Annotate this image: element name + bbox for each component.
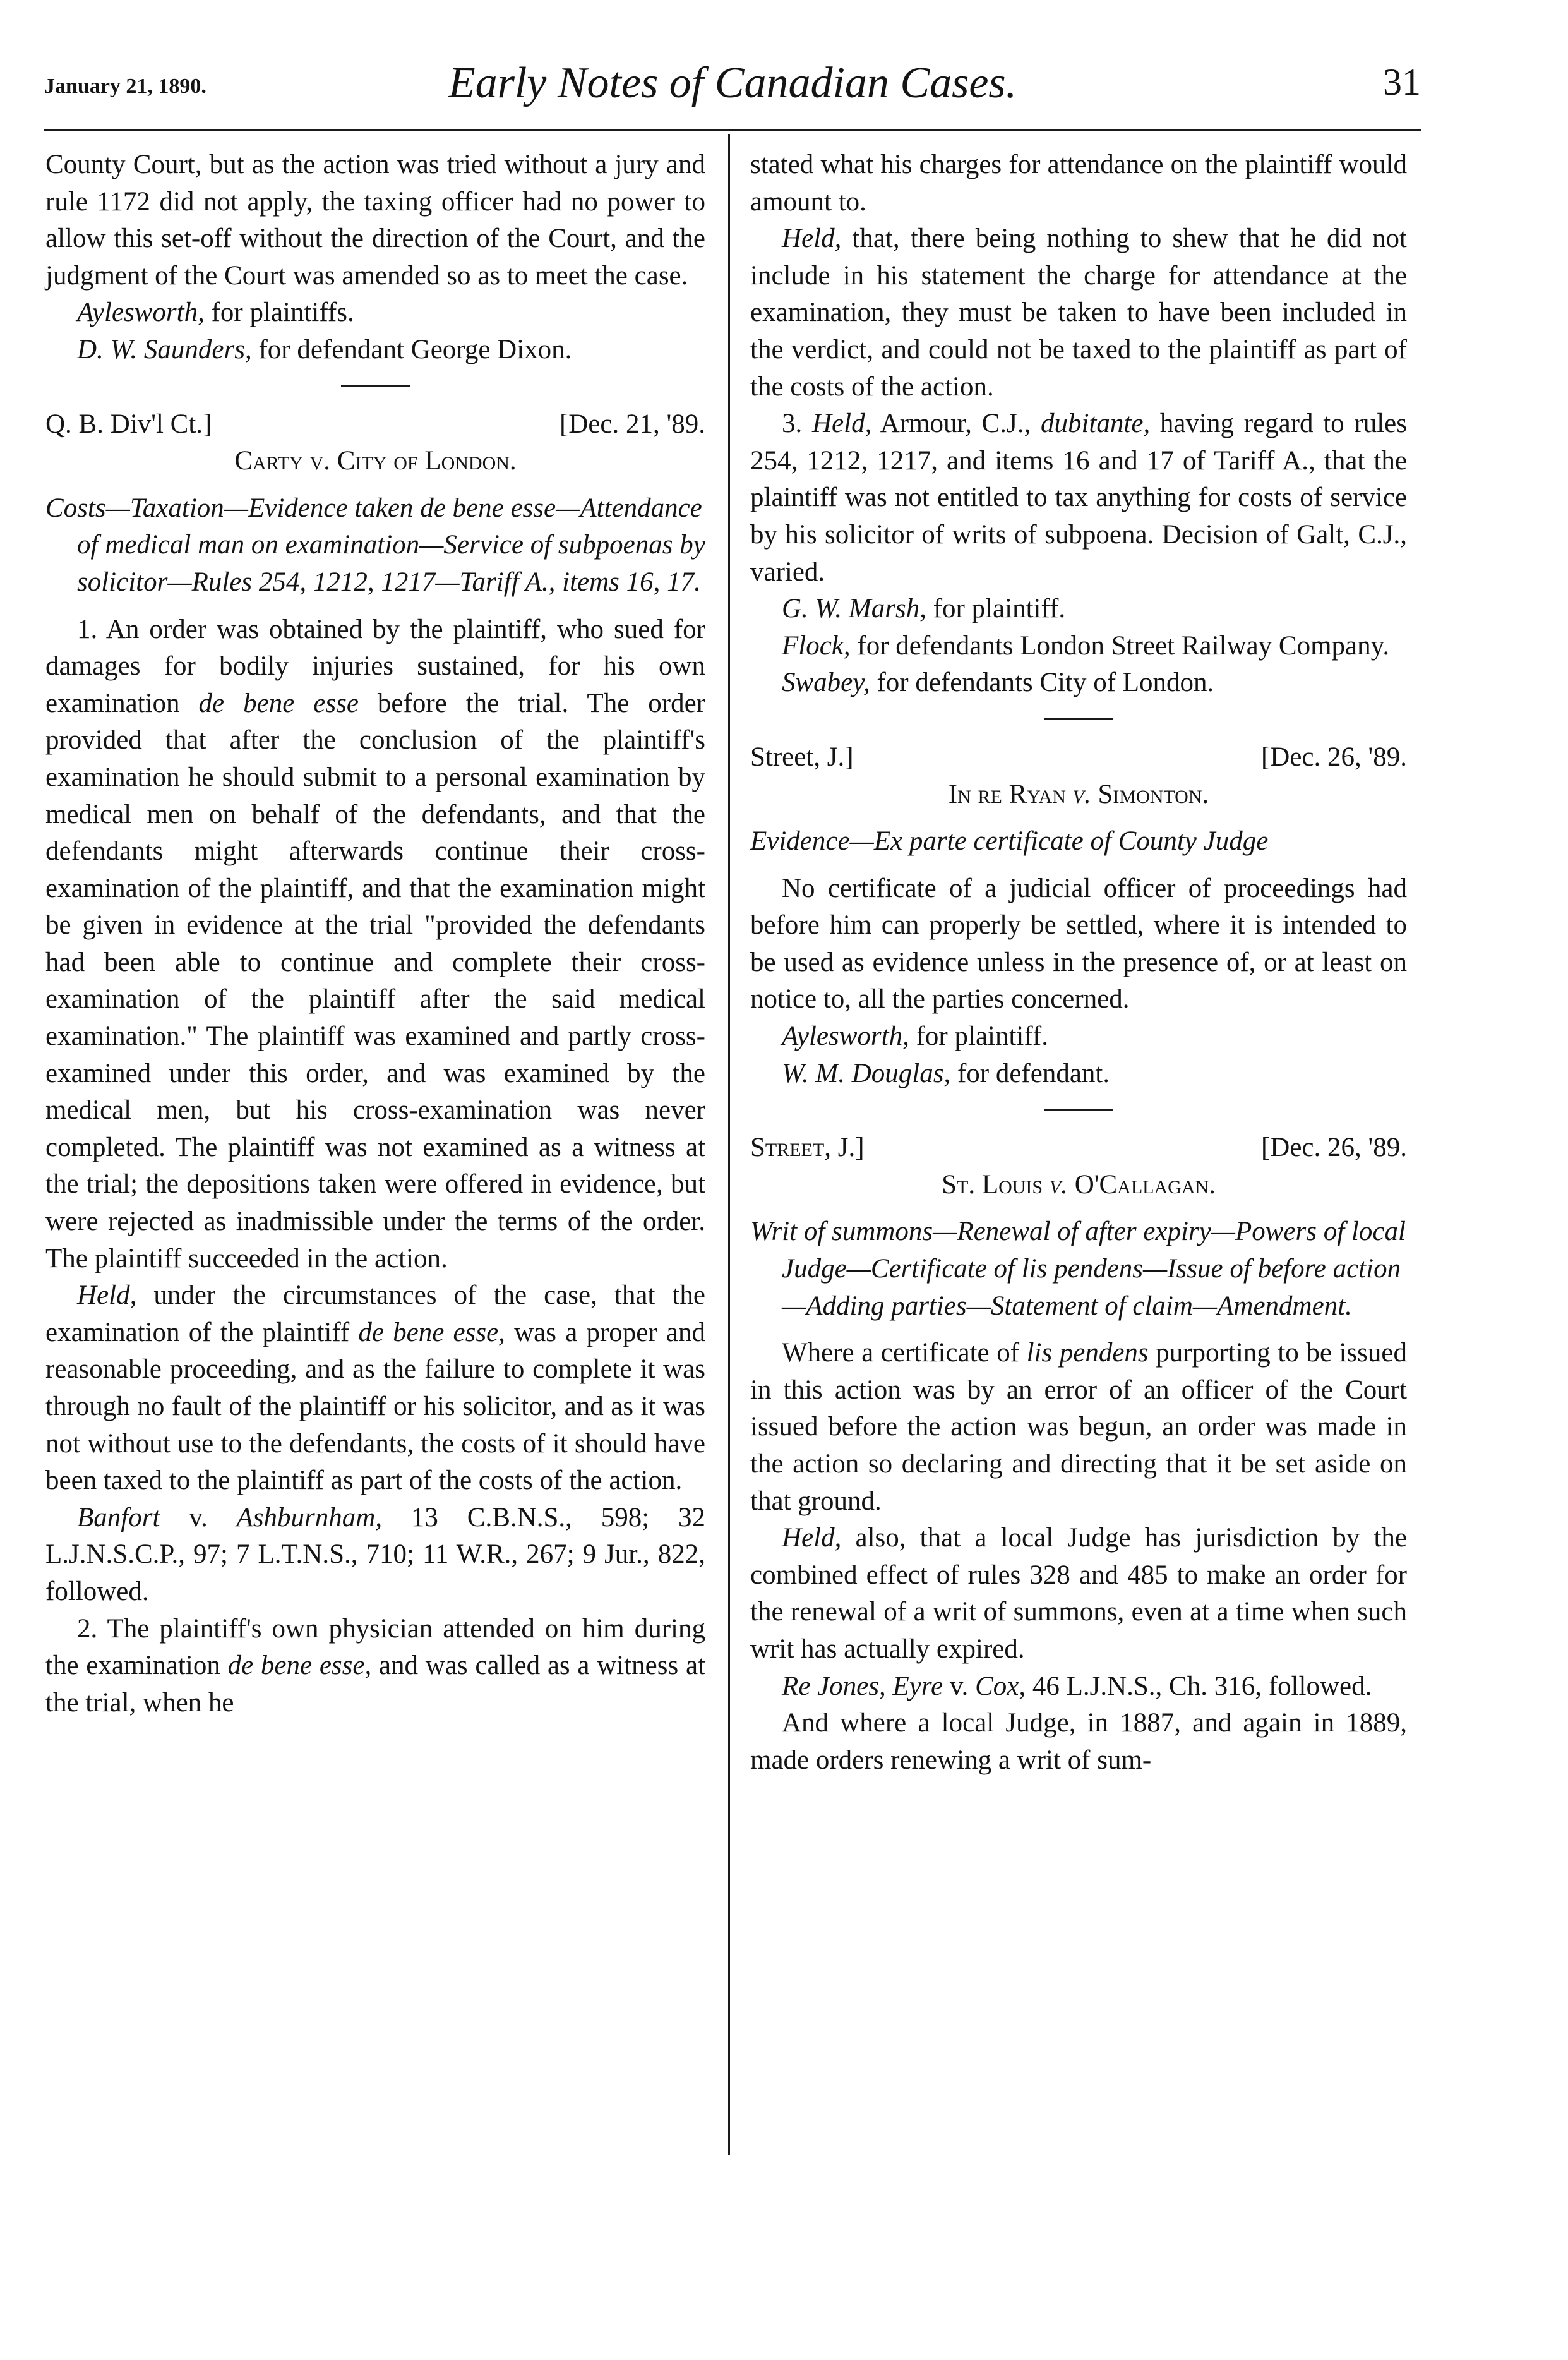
issue-date: January 21, 1890. — [44, 75, 206, 98]
counsel-line: W. M. Douglas, for defendant. — [782, 1058, 1110, 1088]
section-rule — [1044, 1109, 1113, 1111]
case-paragraph: Held, under the circumstances of the case, that the examination of the plaintiff de bene esse, was a proper and reasonable proceeding, and as the failure to complete it was through no fault of the plaintiff or his solicitor, and as it was not without use to the defendants, the costs of it should have been taxed to the plaintiff as part of the costs of the action. — [45, 1280, 705, 1496]
case-paragraph: No certificate of a judicial officer of proceedings had before him can properly be settled, where it is intended to be used as evidence unless in the presence of, or at least on notice to, all the parties concerned. — [750, 873, 1407, 1014]
case-paragraph: Held, that, there being nothing to shew that he did not include in his statement the charge for attendance at the examination, they must be taken to have been included in the verdict, and could not be taxed to the plaintiff as part of the costs of the action. — [750, 224, 1407, 402]
counsel-line: G. W. Marsh, for plaintiff. — [782, 594, 1066, 624]
citation-paragraph: Re Jones, Eyre v. Cox, 46 L.J.N.S., Ch. 316, followed. — [782, 1671, 1372, 1701]
court-name: Street, J.] — [750, 1133, 865, 1163]
citation-paragraph: Banfort v. Ashburnham, 13 C.B.N.S., 598; 32 L.J.N.S.C.P., 97; 7 L.T.N.S., 710; 11 W.R., 267; 9 Jur., 822, followed. — [45, 1502, 705, 1606]
court-line — [750, 1129, 1407, 1167]
counsel-line: Aylesworth, for plaintiff. — [782, 1021, 1048, 1052]
column-divider — [728, 134, 730, 2155]
counsel-role: for plaintiffs. — [204, 298, 354, 328]
continued-paragraph: stated what his charges for attendance on the plaintiff would amount to. — [750, 150, 1407, 217]
counsel-line: Flock, for defendants London Street Railway Company. — [782, 630, 1390, 661]
case-paragraph: 3. Held, Armour, C.J., dubitante, having regard to rules 254, 1212, 1217, and items 16 and 17 of Tariff A., that the plaintiff was not entitled to tax anything for costs of service by his solicitor of writs of subpoena. Decision of Galt, C.J., varied. — [750, 409, 1407, 587]
decision-date: [Dec. 26, '89. — [1260, 1133, 1407, 1163]
counsel-name: Aylesworth, — [77, 298, 205, 328]
right-column — [750, 147, 1407, 1779]
case-paragraph: Held, also, that a local Judge has jurisdiction by the combined effect of rules 328 and 485 to make an order for the renewal of a writ of summons, even at a time when such writ has actually expired. — [750, 1523, 1407, 1664]
case-paragraph: And where a local Judge, in 1887, and again in 1889, made orders renewing a writ of sum- — [750, 1708, 1407, 1775]
section-rule — [1044, 718, 1113, 720]
page-header — [44, 58, 1421, 128]
court-name: Street, J.] — [750, 742, 854, 772]
counsel-line — [45, 332, 705, 369]
counsel-role: for defendant George Dixon. — [251, 334, 572, 364]
section-rule — [341, 385, 410, 387]
counsel-name: D. W. Saunders, — [77, 334, 252, 364]
case-headnote: Costs—Taxation—Evidence taken de bene esse—Attendance of medical man on examination—Service of subpoenas by solicitor—Rules 254, 1212, 1217—Tariff A., items 16, 17. — [45, 493, 705, 597]
continued-paragraph: County Court, but as the action was tried without a jury and rule 1172 did not apply, the taxing officer had no power to allow this set-off without the direction of the Court, and the judgment of the Court was amended so as to meet the case. — [45, 150, 705, 291]
case-headnote: Evidence—Ex parte certificate of County Judge — [750, 826, 1269, 857]
case-title: St. Louis v. O'Callagan. — [942, 1169, 1216, 1200]
court-line — [45, 406, 705, 443]
counsel-line — [45, 294, 705, 332]
decision-date: [Dec. 26, '89. — [1260, 742, 1407, 772]
court-name: Q. B. Div'l Ct.] — [45, 409, 212, 439]
decision-date: [Dec. 21, '89. — [559, 409, 705, 439]
case-paragraph: Where a certificate of lis pendens purporting to be issued in this action was by an error of an officer of the Court issued before the action was begun, an order was made in the action so declaring and directing that it be set aside on that ground. — [750, 1338, 1407, 1516]
counsel-line: Swabey, for defendants City of London. — [782, 668, 1214, 698]
case-headnote: Writ of summons—Renewal of after expiry—Powers of local Judge—Certificate of lis pendens—Issue of before action—Adding parties—Statement of claim—Amendment. — [750, 1217, 1406, 1321]
page-number: 31 — [1383, 61, 1421, 103]
court-line — [750, 739, 1407, 776]
case-title: In re Ryan v. Simonton. — [948, 779, 1209, 809]
journal-section-title: Early Notes of Canadian Cases. — [448, 59, 1017, 107]
case-paragraph: 2. The plaintiff's own physician attended on him during the examination de bene esse, and was called as a witness at the trial, when he — [45, 1613, 705, 1718]
case-paragraph: 1. An order was obtained by the plaintiff, who sued for damages for bodily injuries sustained, for his own examination de bene esse before the trial. The order provided that after the conclusion of the plaintiff's examination he should submit to a personal examination by medical men on behalf of the defendants, and that the defendants might afterwards continue their cross-examination of the plaintiff, and that the examination might be given in evidence at the trial "provided the defendants had been able to continue and complete their cross-examination of the plaintiff after the said medical examination." The plaintiff was examined and partly cross-examined under this order, and was examined by the medical men, but his cross-examination was never completed. The plaintiff was not examined as a witness at the trial; the depositions taken were offered in evidence, but were rejected as inadmissible under the terms of the order. The plaintiff succeeded in the action. — [45, 614, 705, 1273]
left-column — [45, 147, 705, 1721]
header-rule — [44, 129, 1421, 131]
case-title: Carty v. City of London. — [234, 446, 517, 476]
